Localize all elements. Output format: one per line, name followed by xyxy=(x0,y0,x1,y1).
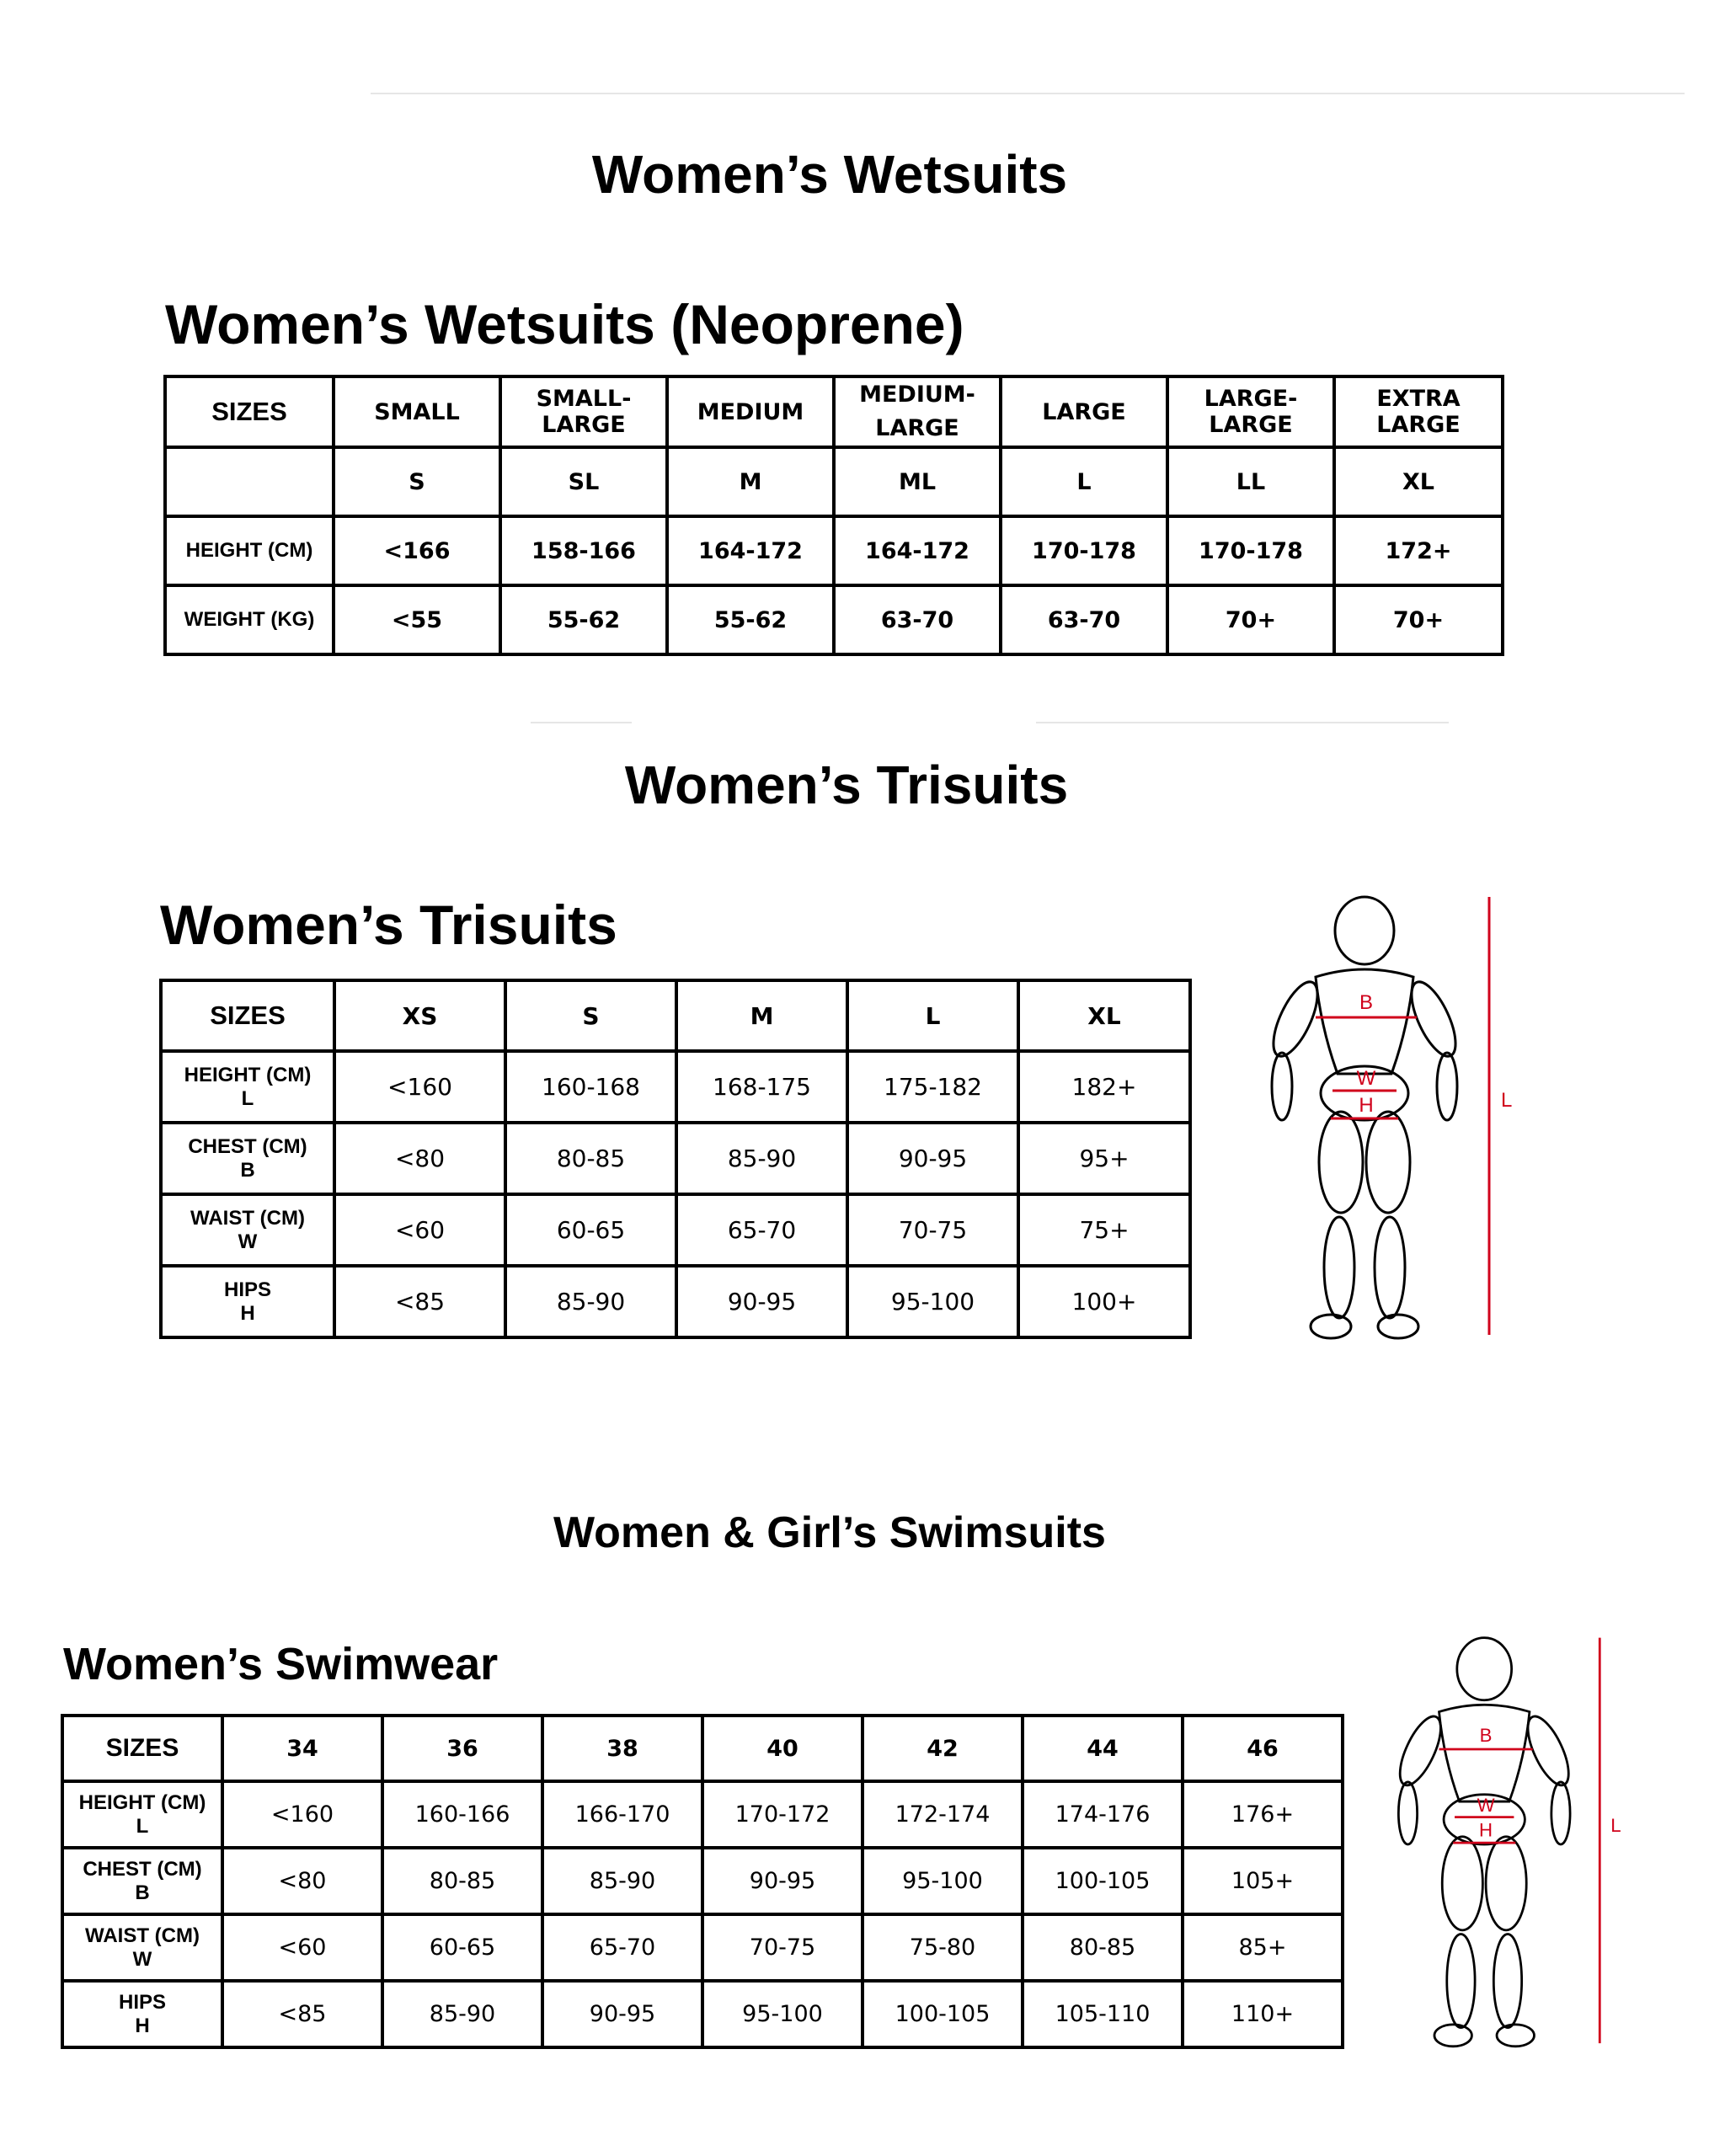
swimwear-cell: 170-172 xyxy=(702,1781,862,1848)
row-code: W xyxy=(132,1947,152,1971)
trisuits-size: XL xyxy=(1018,980,1190,1051)
wetsuits-height-value: 172+ xyxy=(1334,516,1503,585)
wetsuits-code-label xyxy=(165,447,334,516)
trisuits-section-title: Women’s Trisuits xyxy=(160,894,617,956)
trisuits-cell: 175-182 xyxy=(847,1051,1018,1123)
swimwear-size: 46 xyxy=(1183,1716,1343,1781)
wetsuits-weight-value: 63-70 xyxy=(834,585,1001,654)
row-label: CHEST (CM) xyxy=(188,1134,307,1158)
swimwear-cell: 160-166 xyxy=(382,1781,542,1848)
swimwear-cell: 95-100 xyxy=(862,1848,1023,1914)
wetsuits-weight-value: 70+ xyxy=(1334,585,1503,654)
figure-foot-left xyxy=(1434,2025,1471,2047)
swimwear-size: 40 xyxy=(702,1716,862,1781)
figure-waist-label: W xyxy=(1477,1795,1495,1817)
figure-hips-label: H xyxy=(1359,1094,1374,1117)
trisuits-size-table xyxy=(159,979,1192,1339)
wetsuits-height-value: 158-166 xyxy=(500,516,667,585)
figure-waist-label: W xyxy=(1356,1067,1376,1090)
figure-forearm-right xyxy=(1437,1053,1457,1120)
wetsuits-weight-value: 55-62 xyxy=(667,585,834,654)
wetsuits-size-name: MEDIUM xyxy=(667,376,834,447)
row-label: HEIGHT (CM) xyxy=(184,1063,312,1086)
row-code: H xyxy=(135,2014,150,2037)
wetsuits-size-code: M xyxy=(667,447,834,516)
wetsuits-size-name: MEDIUM-LARGE xyxy=(834,376,1001,447)
trisuits-cell: 65-70 xyxy=(676,1194,847,1266)
trisuits-heading: Women’s Trisuits xyxy=(624,755,1069,815)
trisuits-size: L xyxy=(847,980,1018,1051)
figure-upper-arm-right xyxy=(1519,1711,1577,1791)
swimwear-section-title: Women’s Swimwear xyxy=(63,1639,499,1689)
swimwear-cell: 70-75 xyxy=(702,1914,862,1981)
row-label: HIPS xyxy=(223,1278,271,1301)
trisuits-chest-label xyxy=(161,1123,334,1194)
swimwear-size: 44 xyxy=(1023,1716,1183,1781)
wetsuits-weight-label: WEIGHT (KG) xyxy=(165,585,334,654)
swimwear-size: 42 xyxy=(862,1716,1023,1781)
figure-upper-arm-left xyxy=(1264,976,1326,1062)
trisuits-size: XS xyxy=(334,980,505,1051)
wetsuits-header-row xyxy=(165,376,1503,447)
swimwear-height-label xyxy=(62,1781,222,1848)
figure-forearm-left xyxy=(1398,1782,1417,1844)
mid-divider-right xyxy=(1036,722,1449,723)
swimwear-chest-row xyxy=(62,1848,1343,1914)
wetsuits-size-name: EXTRA LARGE xyxy=(1334,376,1503,447)
trisuits-cell: 95+ xyxy=(1018,1123,1190,1194)
mid-divider-left xyxy=(531,722,632,723)
trisuits-size: M xyxy=(676,980,847,1051)
figure-length-label: L xyxy=(1610,1815,1621,1837)
row-code: L xyxy=(136,1814,149,1838)
swimwear-cell: 110+ xyxy=(1183,1981,1343,2047)
trisuits-cell: 90-95 xyxy=(847,1123,1018,1194)
swimwear-hips-label xyxy=(62,1981,222,2047)
swimwear-cell: 174-176 xyxy=(1023,1781,1183,1848)
swimwear-size: 38 xyxy=(542,1716,702,1781)
trisuits-cell: 85-90 xyxy=(505,1266,676,1337)
trisuits-sizes-label: SIZES xyxy=(161,980,334,1051)
row-code: L xyxy=(241,1086,254,1110)
figure-thigh-left xyxy=(1319,1112,1363,1213)
trisuits-cell: 75+ xyxy=(1018,1194,1190,1266)
swimwear-cell: 85+ xyxy=(1183,1914,1343,1981)
figure-foot-left xyxy=(1311,1315,1351,1338)
row-code: B xyxy=(240,1158,255,1182)
trisuits-body-figure xyxy=(1263,893,1516,1348)
wetsuits-size-code: S xyxy=(334,447,500,516)
swimwear-cell: 176+ xyxy=(1183,1781,1343,1848)
wetsuits-size-table xyxy=(163,375,1504,656)
swimwear-chest-label xyxy=(62,1848,222,1914)
wetsuits-size-name: LARGE-LARGE xyxy=(1167,376,1334,447)
swimwear-hips-row xyxy=(62,1981,1343,2047)
page-title: Women’s Wetsuits xyxy=(591,144,1068,205)
swimwear-heading: Women & Girl’s Swimsuits xyxy=(553,1508,1106,1557)
row-code: H xyxy=(240,1301,255,1325)
swimwear-cell: 85-90 xyxy=(382,1981,542,2047)
row-code: W xyxy=(238,1230,258,1253)
top-divider xyxy=(371,93,1685,94)
row-label: WAIST (CM) xyxy=(85,1924,200,1947)
swimwear-cell: 85-90 xyxy=(542,1848,702,1914)
swimwear-cell: 105+ xyxy=(1183,1848,1343,1914)
swimwear-header-row xyxy=(62,1716,1343,1781)
swimwear-cell: 60-65 xyxy=(382,1914,542,1981)
wetsuits-section-title: Women’s Wetsuits (Neoprene) xyxy=(165,293,964,355)
figure-length-label: L xyxy=(1501,1089,1513,1112)
figure-head xyxy=(1335,897,1394,964)
row-code: B xyxy=(135,1881,150,1904)
trisuits-header-row xyxy=(161,980,1190,1051)
row-label: HEIGHT (CM) xyxy=(78,1790,206,1814)
swimwear-cell: 172-174 xyxy=(862,1781,1023,1848)
trisuits-cell: <85 xyxy=(334,1266,505,1337)
wetsuits-height-value: 170-178 xyxy=(1001,516,1167,585)
wetsuits-height-value: 170-178 xyxy=(1167,516,1334,585)
swimwear-waist-label xyxy=(62,1914,222,1981)
wetsuits-size-code: LL xyxy=(1167,447,1334,516)
trisuits-hips-row xyxy=(161,1266,1190,1337)
swimwear-cell: 65-70 xyxy=(542,1914,702,1981)
swimwear-cell: 100-105 xyxy=(862,1981,1023,2047)
wetsuits-weight-value: <55 xyxy=(334,585,500,654)
trisuits-cell: 160-168 xyxy=(505,1051,676,1123)
trisuits-cell: 80-85 xyxy=(505,1123,676,1194)
swimwear-body-figure xyxy=(1386,1634,1630,2055)
swimwear-size-table xyxy=(61,1714,1344,2049)
figure-upper-arm-right xyxy=(1402,976,1464,1062)
trisuits-cell: <60 xyxy=(334,1194,505,1266)
row-label: WAIST (CM) xyxy=(190,1206,305,1230)
figure-bust-label: B xyxy=(1479,1724,1493,1746)
row-label: HIPS xyxy=(118,1990,166,2014)
wetsuits-height-value: 164-172 xyxy=(834,516,1001,585)
figure-shin-right xyxy=(1493,1934,1521,2027)
swimwear-size: 34 xyxy=(222,1716,382,1781)
figure-head xyxy=(1457,1638,1512,1700)
trisuits-cell: <160 xyxy=(334,1051,505,1123)
wetsuits-sizes-label: SIZES xyxy=(165,376,334,447)
wetsuits-size-code: L xyxy=(1001,447,1167,516)
swimwear-cell: 166-170 xyxy=(542,1781,702,1848)
figure-forearm-right xyxy=(1551,1782,1570,1844)
trisuits-cell: 70-75 xyxy=(847,1194,1018,1266)
wetsuits-size-name: SMALL-LARGE xyxy=(500,376,667,447)
figure-thigh-right xyxy=(1366,1112,1410,1213)
wetsuits-height-value: 164-172 xyxy=(667,516,834,585)
swimwear-cell: 80-85 xyxy=(1023,1914,1183,1981)
trisuits-cell: 95-100 xyxy=(847,1266,1018,1337)
figure-shin-left xyxy=(1447,1934,1475,2027)
trisuits-height-label xyxy=(161,1051,334,1123)
wetsuits-code-row xyxy=(165,447,1503,516)
wetsuits-weight-value: 70+ xyxy=(1167,585,1334,654)
swimwear-cell: 80-85 xyxy=(382,1848,542,1914)
trisuits-cell: <80 xyxy=(334,1123,505,1194)
trisuits-cell: 182+ xyxy=(1018,1051,1190,1123)
wetsuits-height-value: <166 xyxy=(334,516,500,585)
figure-thigh-right xyxy=(1486,1837,1526,1930)
wetsuits-size-name: SMALL xyxy=(334,376,500,447)
wetsuits-size-code: XL xyxy=(1334,447,1503,516)
swimwear-sizes-label: SIZES xyxy=(62,1716,222,1781)
swimwear-cell: <85 xyxy=(222,1981,382,2047)
trisuits-cell: 85-90 xyxy=(676,1123,847,1194)
swimwear-height-row xyxy=(62,1781,1343,1848)
wetsuits-height-row xyxy=(165,516,1503,585)
swimwear-cell: 105-110 xyxy=(1023,1981,1183,2047)
trisuits-chest-row xyxy=(161,1123,1190,1194)
figure-thigh-left xyxy=(1442,1837,1482,1930)
swimwear-waist-row xyxy=(62,1914,1343,1981)
row-label: CHEST (CM) xyxy=(83,1857,202,1881)
trisuits-cell: 60-65 xyxy=(505,1194,676,1266)
swimwear-cell: 95-100 xyxy=(702,1981,862,2047)
wetsuits-weight-value: 63-70 xyxy=(1001,585,1167,654)
trisuits-hips-label xyxy=(161,1266,334,1337)
swimwear-cell: <160 xyxy=(222,1781,382,1848)
wetsuits-weight-row xyxy=(165,585,1503,654)
swimwear-cell: <60 xyxy=(222,1914,382,1981)
figure-shin-left xyxy=(1324,1217,1354,1318)
trisuits-cell: 168-175 xyxy=(676,1051,847,1123)
trisuits-height-row xyxy=(161,1051,1190,1123)
figure-torso xyxy=(1316,969,1413,1074)
trisuits-waist-row xyxy=(161,1194,1190,1266)
swimwear-cell: 90-95 xyxy=(702,1848,862,1914)
swimwear-cell: <80 xyxy=(222,1848,382,1914)
trisuits-cell: 90-95 xyxy=(676,1266,847,1337)
wetsuits-size-code: SL xyxy=(500,447,667,516)
swimwear-cell: 75-80 xyxy=(862,1914,1023,1981)
figure-upper-arm-left xyxy=(1391,1711,1449,1791)
wetsuits-weight-value: 55-62 xyxy=(500,585,667,654)
wetsuits-height-label: HEIGHT (CM) xyxy=(165,516,334,585)
trisuits-size: S xyxy=(505,980,676,1051)
figure-foot-right xyxy=(1378,1315,1418,1338)
wetsuits-size-code: ML xyxy=(834,447,1001,516)
figure-forearm-left xyxy=(1272,1053,1292,1120)
figure-bust-label: B xyxy=(1359,991,1374,1014)
swimwear-cell: 100-105 xyxy=(1023,1848,1183,1914)
wetsuits-size-name: LARGE xyxy=(1001,376,1167,447)
figure-foot-right xyxy=(1497,2025,1534,2047)
figure-hips-label: H xyxy=(1479,1819,1493,1841)
trisuits-waist-label xyxy=(161,1194,334,1266)
figure-shin-right xyxy=(1375,1217,1405,1318)
figure-torso xyxy=(1439,1705,1530,1801)
swimwear-cell: 90-95 xyxy=(542,1981,702,2047)
trisuits-cell: 100+ xyxy=(1018,1266,1190,1337)
swimwear-size: 36 xyxy=(382,1716,542,1781)
